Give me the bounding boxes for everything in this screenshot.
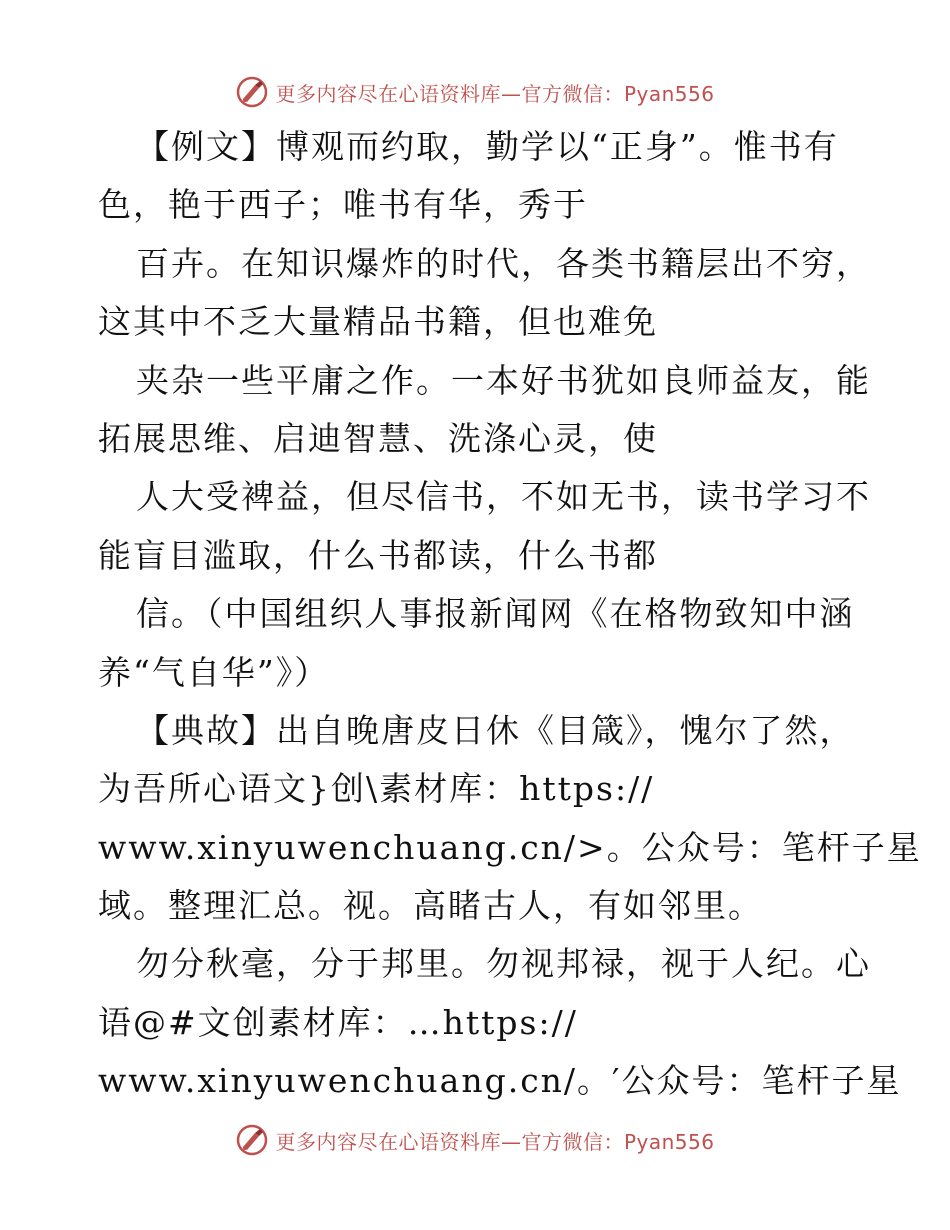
text-line: 信。（中国组织人事报新闻网《在格物致知中涵 xyxy=(136,594,855,634)
text-line: 色，艳于西子；唯书有华，秀于 xyxy=(98,185,588,225)
header-banner xyxy=(0,72,950,112)
text-line: 这其中不乏大量精品书籍，但也难免 xyxy=(98,302,658,342)
banner-text: 更多内容尽在心语资料库—官方微信：Pyan556 xyxy=(275,1129,715,1154)
text-line: 夹杂一些平庸之作。一本好书犹如良师益友，能 xyxy=(136,360,871,400)
text-line: 人大受裨益，但尽信书，不如无书，读书学习不 xyxy=(136,477,871,517)
text-line: www.xinyuwenchuang.cn/>。公众号：笔杆子星 xyxy=(98,827,922,867)
text-line: 拓展思维、启迪智慧、洗涤心灵，使 xyxy=(98,418,658,458)
text-line: 【例文】博观而约取，勤学以“正身”。惟书有 xyxy=(136,127,839,166)
footer-banner xyxy=(0,1120,950,1160)
document-body xyxy=(98,118,922,1111)
banner-text: 更多内容尽在心语资料库—官方微信：Pyan556 xyxy=(275,81,715,106)
text-line: 域。整理汇总。视。高睹古人，有如邻里。 xyxy=(98,886,763,926)
text-line: 勿分秋毫，分于邦里。勿视邦禄，视于人纪。心 xyxy=(136,944,871,984)
text-line: www.xinyuwenchuang.cn/。′公众号：笔杆子星 xyxy=(98,1061,902,1101)
text-line: 百卉。在知识爆炸的时代，各类书籍层出不穷， xyxy=(136,243,871,283)
text-line: 【典故】出自晚唐皮日休《目箴》，愧尔了然， xyxy=(136,710,855,750)
text-line: 养“气自华”》） xyxy=(98,652,330,692)
brush-pen-logo-icon xyxy=(235,1123,269,1157)
text-line: 语@#文创素材库：…https:// xyxy=(98,1002,578,1042)
text-line: 为吾所心语文}创\素材库：https:// xyxy=(98,769,655,809)
brush-pen-logo-icon xyxy=(235,75,269,109)
text-line: 能盲目滥取，什么书都读，什么书都 xyxy=(98,535,658,575)
